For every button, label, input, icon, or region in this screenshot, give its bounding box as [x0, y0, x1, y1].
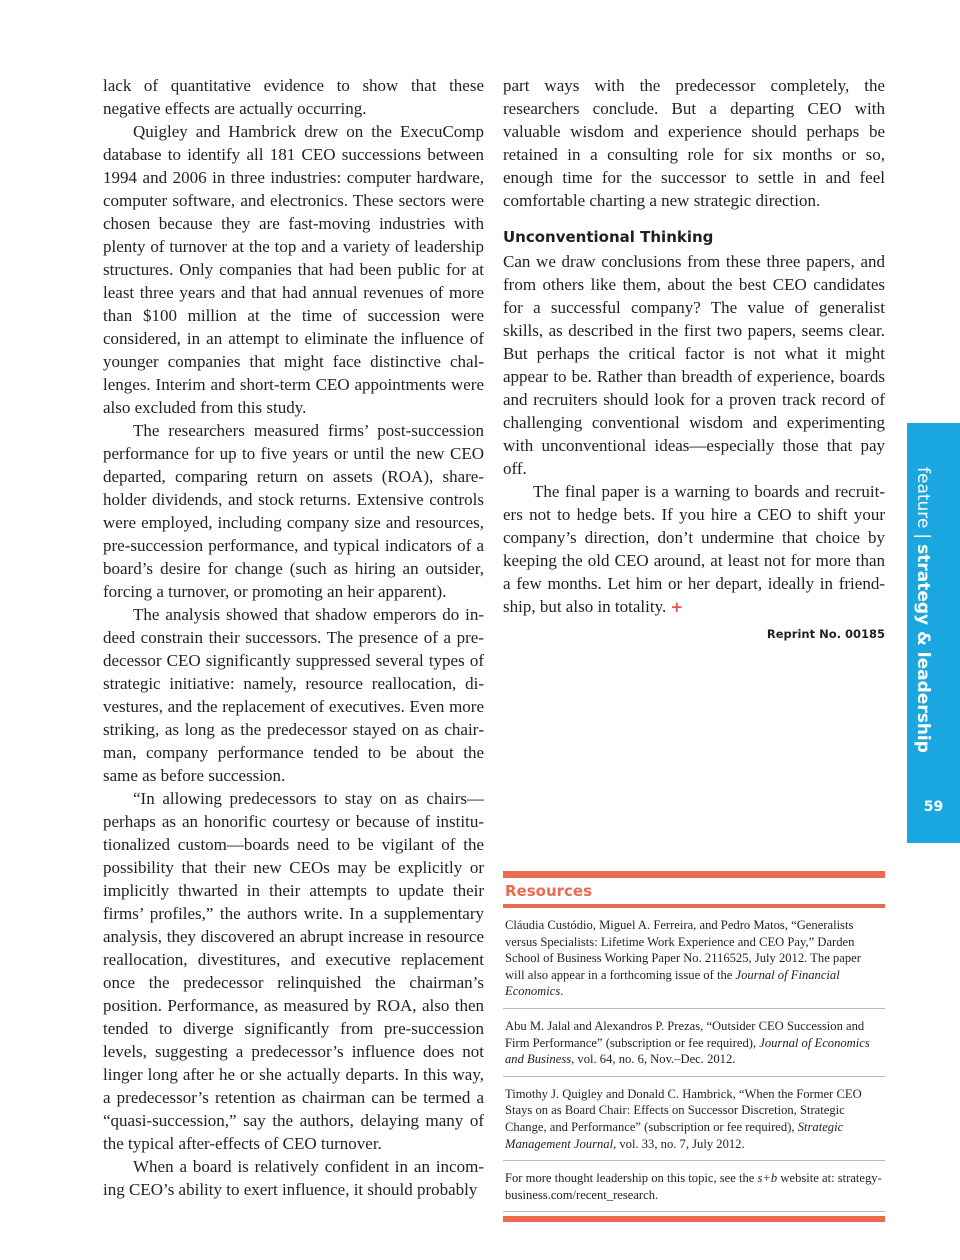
resource-entry: [503, 908, 885, 1009]
resources-bottom-rule: [503, 1216, 885, 1222]
resource-entry: [503, 1077, 885, 1161]
resource-publication: s+b: [757, 1171, 778, 1186]
resource-text: , vol. 33, no. 7, July 2012.: [613, 1136, 745, 1151]
body-paragraph: [503, 480, 885, 619]
right-column: [503, 74, 885, 646]
section-separator: |: [913, 533, 933, 540]
closing-text: The final paper is a warning to boards and recruiters not to hedge bets. If you hire a CEO to shift your company’s direction, don’t undermine that choice by keeping the old CEO around, at least not for more than a few months. Let him or her depart, ideally in friendship, but also in totality.: [503, 482, 885, 616]
resources-title: Resources: [505, 882, 593, 900]
resource-text: Cláudia Custódio, Miguel A. Ferreira, and Pedro Matos, “Generalists versus Specialists: Lifetime Work Experience and CEO Pay,” Darden School of Business Working Paper No. 2116525, July 2012. The paper will also appear in a forthcoming issue of the: [505, 918, 861, 982]
body-paragraph: lack of quantitative evidence to show that these negative effects are actually occurring.: [103, 76, 484, 118]
resource-text: Abu M. Jalal and Alexandros P. Prezas, “Outsider CEO Succession and Firm Performance” (subscription or fee required),: [505, 1018, 865, 1050]
body-paragraph: The analysis showed that shadow emperors do indeed constrain their successors. The presence of a predecessor CEO significantly suppressed several types of strategic initiative: namely, resource reallocation, divestures, and the replacement of executives. Even more striking, as long as the predecessor stayed on as chairman, company performance tended to be about the same as before succession.: [103, 605, 484, 785]
resource-entry: [503, 1009, 885, 1077]
body-paragraph: Can we draw conclusions from these three papers, and from others like them, about the best CEO candidates for a successful company? The value of generalist skills, as described in the first two papers, seems clear. But perhaps the critical factor is not what it might appear to be. Rather than breadth of experience, boards and recruiters should look for a proven track record of challenging conventional wisdom and experimenting with unconventional ideas—especially those that pay off.: [503, 252, 885, 478]
resources-box: [503, 871, 885, 1222]
section-tab-label: [912, 467, 934, 753]
end-mark-icon: +: [670, 598, 684, 616]
resource-text: , vol. 64, no. 6, Nov.–Dec. 2012.: [571, 1052, 736, 1067]
resource-text: .: [560, 984, 564, 999]
resource-entry: [503, 1161, 885, 1212]
section-heading: Unconventional Thinking: [503, 228, 714, 246]
section-topic: strategy & leadership: [913, 544, 933, 753]
resource-publication: Journal of Financial Economics: [505, 967, 840, 999]
body-paragraph: Quigley and Hambrick drew on the ExecuComp database to identify all 181 CEO successions between 1994 and 2006 in three industries: computer hardware, computer software, and electronics. These sectors were chosen because they are fast-moving industries with plenty of turnover at the top and a variety of leadership structures. Only companies that had been public for at least three years and that had annual revenues of more than $100 million at the time of succession were considered, in an attempt to eliminate the influence of younger companies that might face distinctive challenges. Interim and short-term CEO appointments were also excluded from this study.: [103, 122, 484, 417]
resource-text: For more thought leadership on this topic, see the: [505, 1171, 758, 1186]
resource-publication: Strategic Management Journal: [505, 1119, 844, 1151]
resources-top-rule: [503, 871, 885, 878]
resource-text: website at: strategy-business.com/recent_research.: [505, 1171, 882, 1202]
body-paragraph: When a board is relatively confident in an incoming CEO’s ability to exert influence, it should probably: [103, 1157, 484, 1199]
body-paragraph: part ways with the predecessor completely, the researchers conclude. But a departing CEO with valuable wisdom and experience should perhaps be retained in a consulting role for six months or so, enough time for the successor to settle in and feel comfortable charting a new strategic direction.: [503, 76, 885, 210]
page-number: 59: [923, 799, 944, 815]
resource-publication: Journal of Economics and Business: [505, 1035, 870, 1067]
section-name: feature: [913, 467, 933, 529]
left-column: [103, 74, 484, 1201]
reprint-number: Reprint No. 00185: [766, 627, 885, 641]
body-paragraph: “In allowing predecessors to stay on as chairs—perhaps as an honorific courtesy or because of institutionalized custom—boards need to be vigilant of the possibility that their new CEOs may be explicitly or implicitly thwarted in their attempts to update their firms’ profiles,” the authors write. In a supplementary analysis, they discovered an abrupt increase in resource reallocation, divestitures, and executive replacement once the predecessor relinquished the chairman’s position. Performance, as measured by ROA, also then tended to diverge significantly from pre-succession levels, suggesting a predecessor’s influence does not linger long after he or she actually departs. In this way, a predecessor’s retention as chairman can be termed a “quasi-succession,” say the authors, delaying many of the typical after-effects of CEO turnover.: [103, 789, 484, 1153]
body-paragraph: The researchers measured firms’ post-succession performance for up to five years or until the new CEO departed, comparing return on assets (ROA), shareholder dividends, and stock returns. Extensive controls were employed, including company size and resources, pre-succession performance, and typical indicators of a board’s desire for change (such as hiring an outsider, forcing a turnover, or promoting an heir apparent).: [103, 421, 484, 601]
resource-text: Timothy J. Quigley and Donald C. Hambrick, “When the Former CEO Stays on as Board Chair: Effects on Successor Discretion, Strategic Change, and Performance” (subscription or fee required),: [505, 1086, 862, 1134]
